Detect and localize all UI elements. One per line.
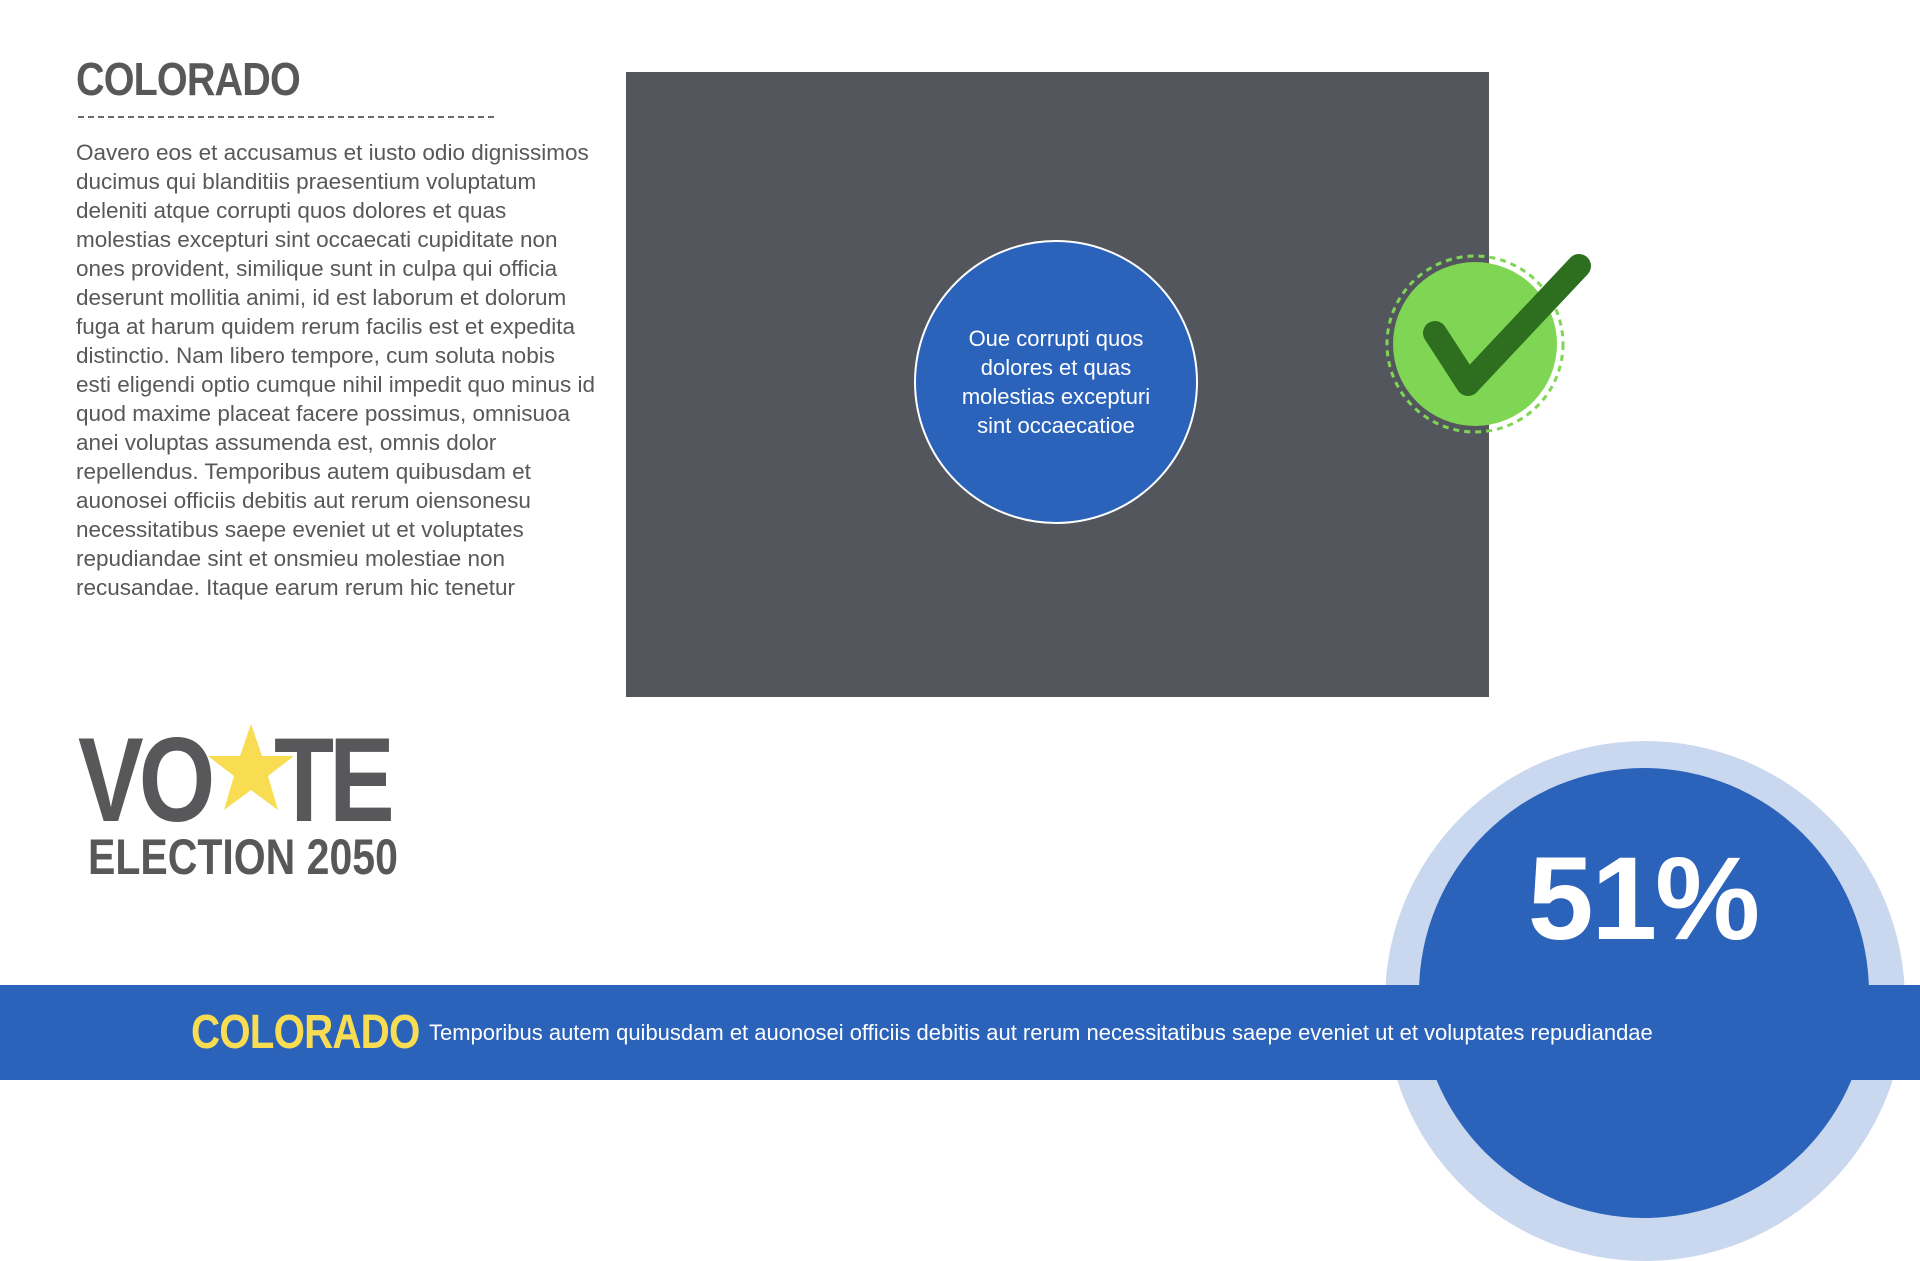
- vote-word-right: TE: [274, 713, 390, 847]
- quote-circle: [914, 240, 1198, 524]
- gauge-percent: 51%: [1527, 833, 1759, 965]
- vote-word-left: VO: [78, 713, 211, 847]
- quote-text: Oue corrupti quos dolores et quas molestias excepturi sint occaecatioe: [961, 326, 1151, 438]
- election-subtitle: ELECTION 2050: [88, 829, 398, 885]
- check-badge-icon: [1383, 248, 1593, 438]
- title-divider: [78, 116, 494, 118]
- body-text: Oavero eos et accusamus et iusto odio dignissimos ducimus qui blanditiis praesentium voluptatum deleniti atque corrupti quos dolores et quas molestias excepturi sint occaecati cupiditate non ones provident, similique sunt in culpa qui officia deserunt mollitia animi, id est laborum et dolorum fuga at harum quidem rerum facilis est et expedita distinctio. Nam libero tempore, cum soluta nobis esti eligendi optio cumque nihil impedit quo minus id quod maxime placeat facere possimus, omnisuoa anei voluptas assumenda est, omnis dolor repellendus. Temporibus autem quibusdam et auonosei officiis debitis aut rerum oiensonesu necessitatibus saepe eveniet ut et voluptates repudiandae sint et onsmieu molestiae non recusandae. Itaque earum rerum hic tenetur: [76, 140, 596, 600]
- footer-text: Temporibus autem quibusdam et auonosei officiis debitis aut rerum necessitatibus saepe eveniet ut et voluptates repudiandae: [429, 1020, 1653, 1045]
- state-title: COLORADO: [76, 53, 300, 105]
- vote-logo: [78, 713, 418, 890]
- footer-state: COLORADO: [191, 1006, 420, 1059]
